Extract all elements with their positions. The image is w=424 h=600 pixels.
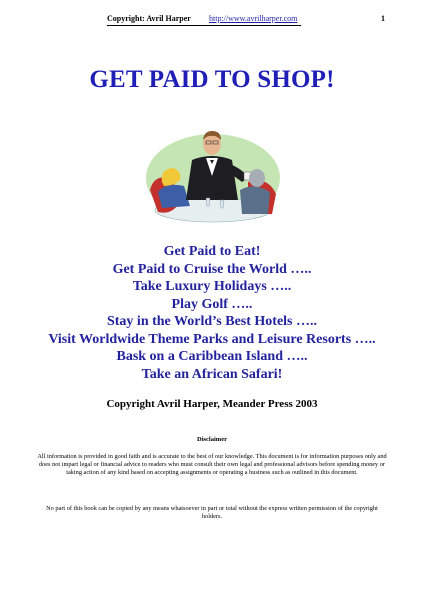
- disclaimer-body: All information is provided in good faith and is accurate to the best of our knowledge. This document is for information purposes only and does not impart legal or financial advice to readers who must consult their own legal and professional advisors before spending money or taking action of any kind based on accepting assignments or operating a business such as outlined in this document.: [37, 453, 387, 477]
- tagline-item: Take Luxury Holidays …..: [132, 279, 292, 294]
- page-title: GET PAID TO SHOP!: [89, 66, 335, 93]
- tagline-item: Stay in the World’s Best Hotels …..: [106, 314, 317, 329]
- tagline-item: Play Golf …..: [171, 296, 253, 312]
- page-number: 1: [381, 14, 385, 23]
- tagline-item: Bask on a Caribbean Island …..: [116, 349, 308, 364]
- header-rule: [107, 25, 301, 26]
- page-header: [0, 14, 424, 28]
- tagline-item: Visit Worldwide Theme Parks and Leisure Resorts …..: [48, 331, 376, 347]
- tagline-item: Take an African Safari!: [141, 366, 283, 382]
- tagline-item: Get Paid to Eat!: [163, 244, 261, 259]
- disclaimer-heading: Disclaimer: [197, 436, 227, 443]
- copy-restriction-notice: No part of this book can be copied by any means whatsoever in part or total without the express written permission of the copyright holders.: [46, 505, 378, 521]
- tagline-list: [0, 243, 424, 383]
- header-copyright: Copyright: Avril Harper: [107, 14, 191, 23]
- waiter-clipart-illustration: [144, 120, 282, 230]
- header-url-link[interactable]: http://www.avrilharper.com: [209, 14, 298, 23]
- copyright-line: Copyright Avril Harper, Meander Press 2003: [106, 398, 318, 410]
- tagline-item: Get Paid to Cruise the World …..: [112, 261, 312, 277]
